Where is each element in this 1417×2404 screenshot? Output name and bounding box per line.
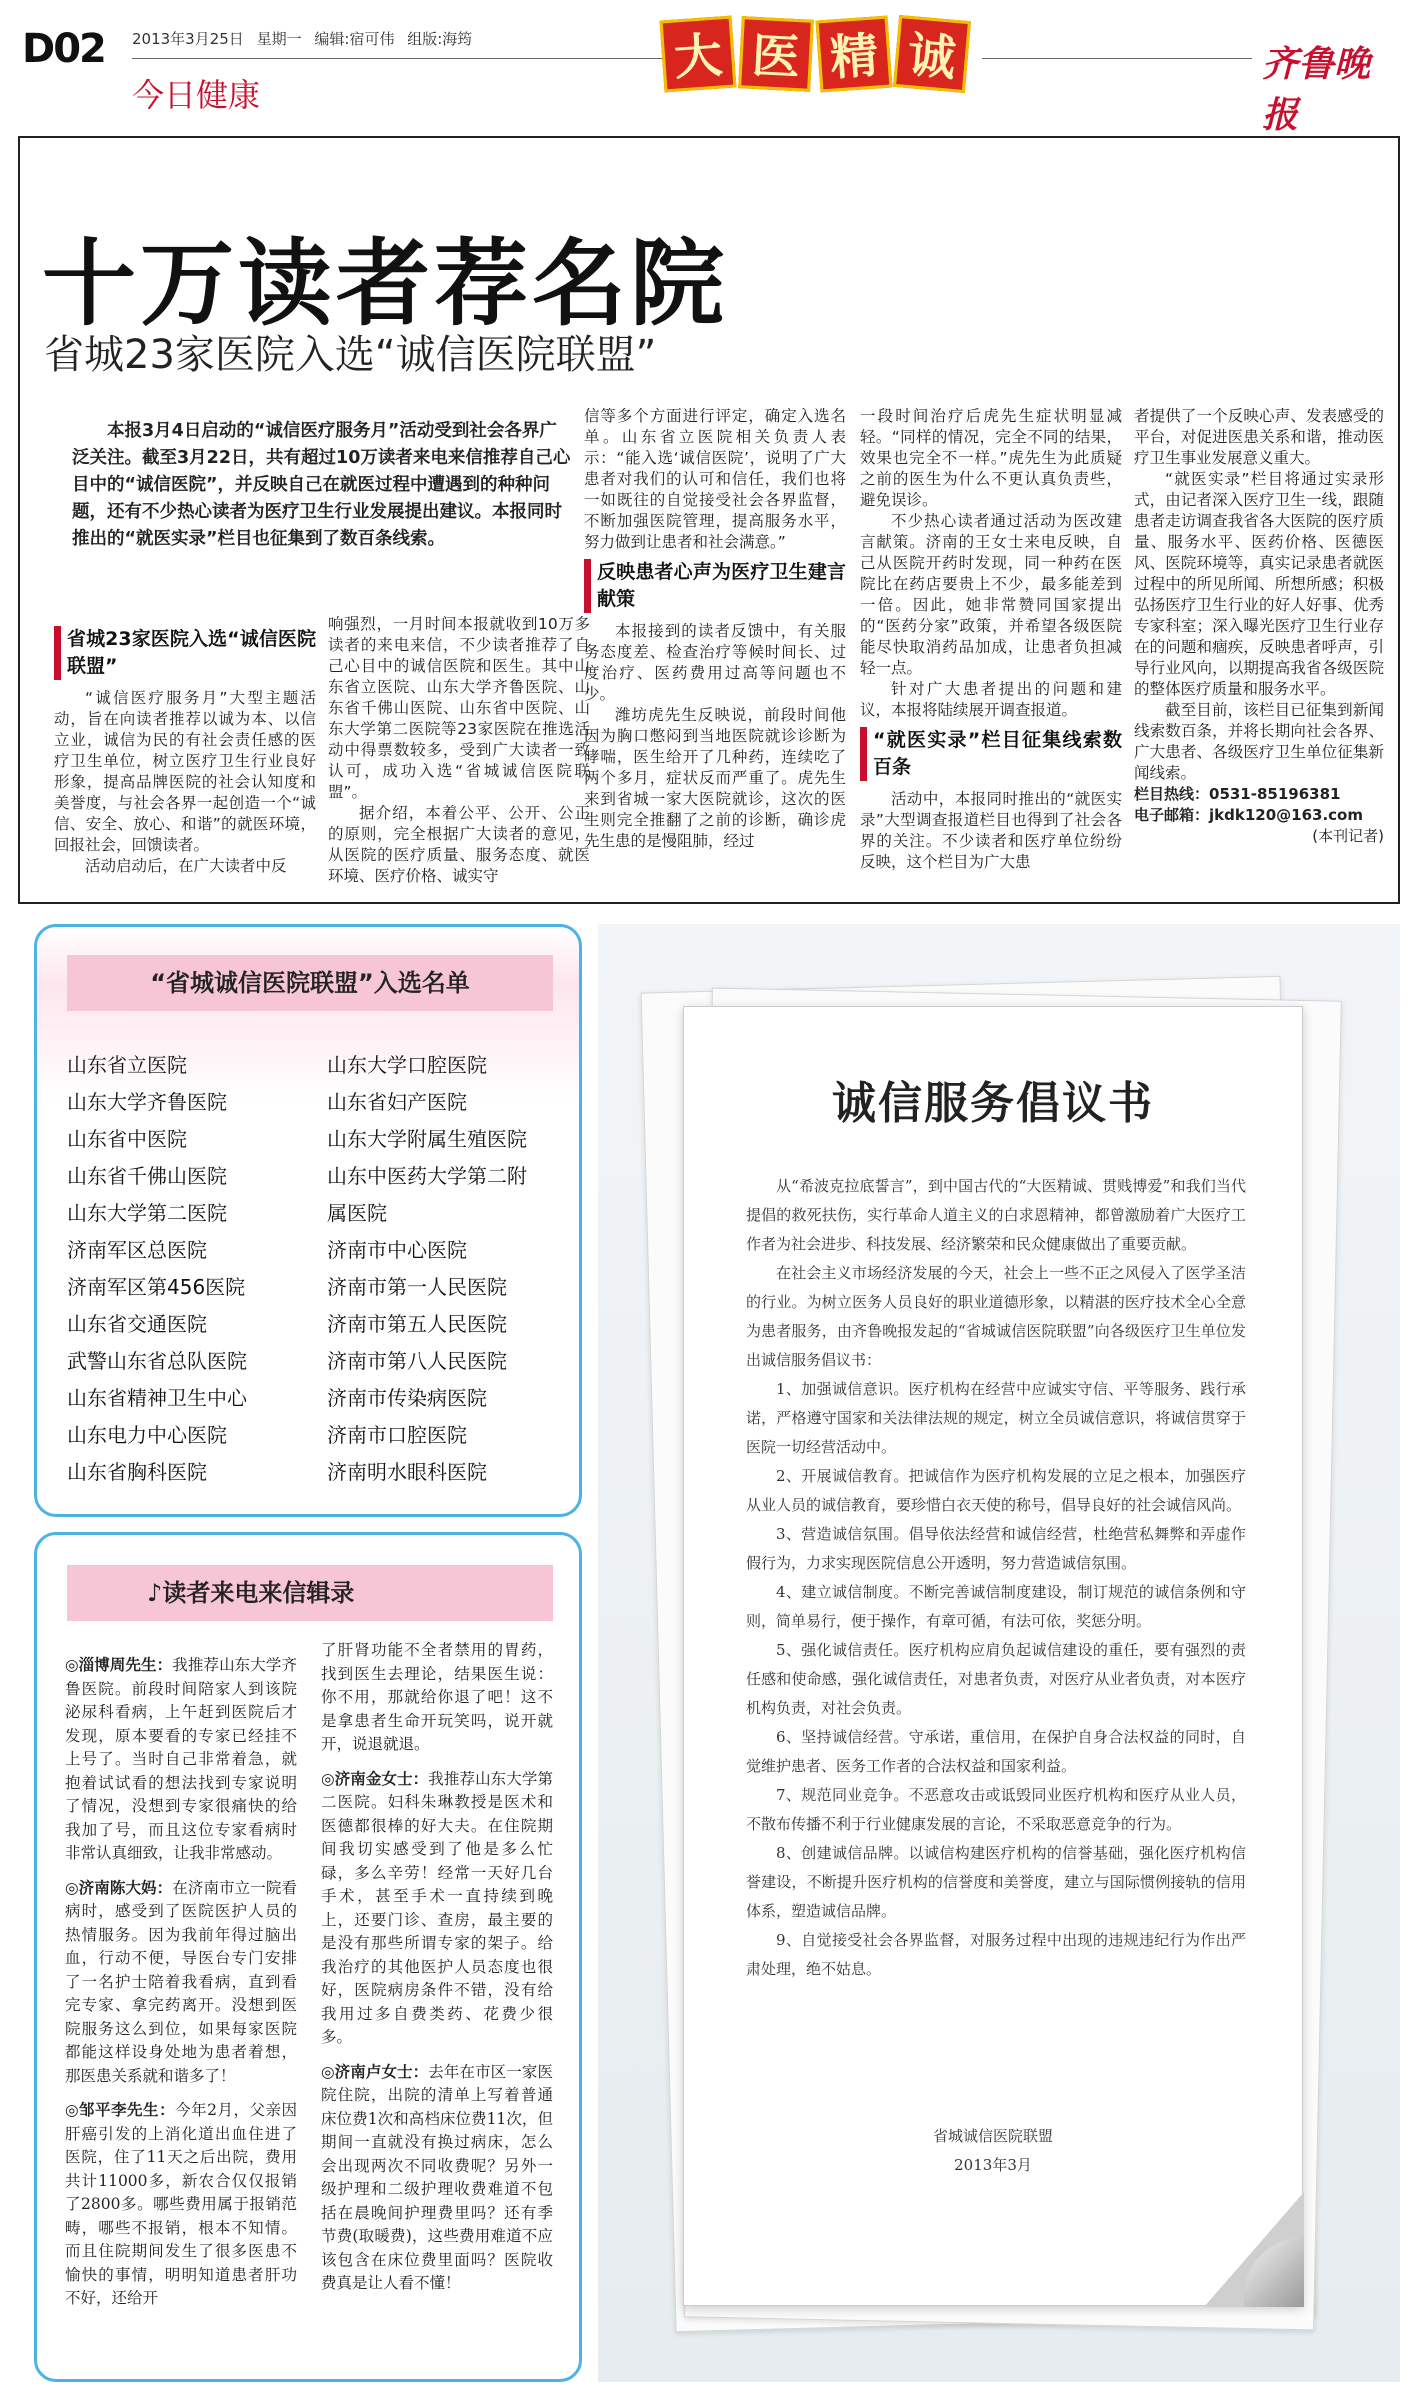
proposal-body xyxy=(746,1172,1246,1984)
proposal-area xyxy=(598,924,1400,2382)
proposal-paragraph: 从“希波克拉底誓言”，到中国古代的“大医精诚、贯贱博爱”和我们当代提倡的救死扶伤，实行革命人道主义的白求恩精神，都曾激励着广大医疗工作者为社会进步、科技发展、经济繁荣和民众健康做出了重要贡献。 xyxy=(746,1177,1246,1253)
paragraph: 据介绍，本着公平、公开、公正的原则，完全根据广大读者的意见，从医院的医疗质量、服务态度、就医环境、医疗价格、诚实守 xyxy=(328,804,590,885)
subtitle: 反映患者心声为医疗卫生建言献策 xyxy=(584,559,846,613)
banner-char: 医 xyxy=(738,16,814,92)
byline: (本刊记者) xyxy=(1312,827,1384,845)
proposal-signature-block xyxy=(684,2122,1302,2180)
banner-char: 精 xyxy=(816,16,893,93)
subtitle: “就医实录”栏目征集线索数百条 xyxy=(860,727,1122,781)
paragraph: 针对广大患者提出的问题和建议，本报将陆续展开调查报道。 xyxy=(860,680,1122,719)
reader-letters-title: ♪读者来电来信辑录 xyxy=(67,1565,553,1621)
hospital-list-left xyxy=(67,1047,247,1491)
lead-paragraph: 本报3月4日启动的“诚信医疗服务月”活动受到社会各界广泛关注。截至3月22日，共有超过10万读者来电来信推荐自己心目中的“诚信医院”，并反映自己在就医过程中遭遇到的种种问题，还有不少热心读者为医疗卫生行业发展提出建议。本报同时推出的“就医实录”栏目也征集到了数百条线索。 xyxy=(72,421,571,549)
paragraph: 本报接到的读者反馈中，有关服务态度差、检查治疗等候时间长、过度治疗、医药费用过高等问题也不少。 xyxy=(584,622,846,703)
hospital-item: 山东省交通医院 xyxy=(67,1312,207,1336)
page-code: D02 xyxy=(22,26,105,72)
main-article xyxy=(18,136,1400,904)
paragraph: “就医实录”栏目将通过实录形式，由记者深入医疗卫生一线，跟随患者走访调查我省各大医院的医疗质量、服务水平、医药价格、医德医风、医院环境等，真实记录患者就医过程中的所见所闻、所想所感；积极弘扬医疗卫生行业的好人好事、优秀专家科室；深入曝光医疗卫生行业存在的问题和痼疾，反映患者呼声，引导行业风向，以期提高我省各级医院的整体医疗质量和服务水平。 xyxy=(1134,470,1384,698)
proposal-signature: 省城诚信医院联盟 xyxy=(932,2127,1053,2145)
hospital-item: 武警山东省总队医院 xyxy=(67,1349,247,1373)
proposal-item: 1、加强诚信意识。医疗机构在经营中应诚实守信、平等服务、践行承诺，严格遵守国家和关法律法规的规定，树立全员诚信意识，将诚信贯穿于医院一切经营活动中。 xyxy=(746,1380,1246,1456)
article-column-2 xyxy=(328,614,590,887)
letters-column-right xyxy=(321,1639,553,2296)
hospital-item: 山东省立医院 xyxy=(67,1053,187,1077)
proposal-paper xyxy=(683,1006,1303,2306)
article-column-4 xyxy=(860,406,1122,873)
hospital-item: 济南明水眼科医院 xyxy=(327,1460,487,1484)
hospital-item: 山东大学齐鲁医院 xyxy=(67,1090,227,1114)
hospital-item: 济南市第一人民医院 xyxy=(327,1275,507,1299)
hospital-item: 山东大学第二医院 xyxy=(67,1201,227,1225)
letter-text: 我推荐山东大学齐鲁医院。前段时间陪家人到该院泌尿科看病，上午赶到医院后才发现，原本要看的专家已经挂不上号了。当时自己非常着急，就抱着试试看的想法找到专家说明了情况，没想到专家很痛快的给我加了号，而且这位专家看病时非常认真细致，让我非常感动。 xyxy=(65,1656,297,1862)
proposal-item: 7、规范同业竞争。不恶意攻击或诋毁同业医疗机构和医疗从业人员，不散布传播不利于行业健康发展的言论，不采取恶意竞争的行为。 xyxy=(746,1786,1246,1833)
proposal-date: 2013年3月 xyxy=(954,2156,1032,2174)
letter xyxy=(65,2098,297,2311)
proposal-paragraph: 在社会主义市场经济发展的今天，社会上一些不正之风侵入了医学圣洁的行业。为树立医务人员良好的职业道德形象，以精湛的医疗技术全心全意为患者服务，由齐鲁晚报发起的“省城诚信医院联盟”向各级医疗卫生单位发出诚信服务倡议书： xyxy=(746,1264,1246,1369)
letter-text: 去年在市区一家医院住院，出院的清单上写着普通床位费1次和高档床位费11次，但期间一直就没有换过病床，怎么会出现两次不同收费呢？另外一级护理和二级护理收费难道不包括在晨晚间护理费里吗？还有季节费(取暖费)，这些费用难道不应该包含在床位费里面吗？医院收费真是让人看不懂！ xyxy=(321,2062,553,2292)
letter xyxy=(65,1653,297,1866)
article-column-1 xyxy=(54,620,316,877)
letter xyxy=(65,1876,297,2089)
letter-author: ◎邹平李先生： xyxy=(65,2100,176,2119)
proposal-item: 9、自觉接受社会各界监督，对服务过程中出现的违规违纪行为作出严肃处理，绝不姑息。 xyxy=(746,1931,1246,1978)
subheadline: 省城23家医院入选“诚信医院联盟” xyxy=(44,332,657,378)
letter-author: ◎济南卢女士： xyxy=(321,2061,429,2081)
letter-author: ◎淄博周先生： xyxy=(65,1655,173,1674)
hospital-item: 济南市中心医院 xyxy=(327,1238,467,1262)
hotline: 栏目热线：0531-85196381 xyxy=(1134,785,1341,803)
proposal-title: 诚信服务倡议书 xyxy=(832,1078,1154,1129)
letter-author: ◎济南陈大妈： xyxy=(65,1877,173,1897)
layout-editor: 组版:海筠 xyxy=(407,30,473,48)
letter-text: 我推荐山东大学第二医院。妇科朱琳教授是医术和医德都很棒的好大夫。在住院期间我切实感受到了他是多么忙碌，多么辛劳！经常一天好几台手术，甚至手术一直持续到晚上，还要门诊、查房，最主要的是没有那些所谓专家的架子。给我治疗的其他医护人员态度也很好，医院病房条件不错，没有给我用过多自费类药、花费少很多。 xyxy=(321,1769,553,2046)
hospital-item: 济南军区总医院 xyxy=(67,1238,207,1262)
hospital-item: 山东省胸科医院 xyxy=(67,1460,207,1484)
article-column-3 xyxy=(584,406,846,852)
hospital-item: 山东省千佛山医院 xyxy=(67,1164,227,1188)
proposal-item: 5、强化诚信责任。医疗机构应肩负起诚信建设的重任，要有强烈的责任感和使命感，强化诚信责任，对患者负责，对医疗从业者负责，对本医疗机构负责，对社会负责。 xyxy=(746,1641,1246,1717)
hospital-item: 济南军区第456医院 xyxy=(67,1275,246,1299)
subtitle: 省城23家医院入选“诚信医院联盟” xyxy=(54,626,316,680)
hospital-item: 山东省妇产医院 xyxy=(327,1090,467,1114)
letter-text: 在济南市立一院看病时，感受到了医院医护人员的热情服务。因为我前年得过脑出血，行动不便，导医台专门安排了一名护士陪着我看病，直到看完专家、拿完药离开。没想到医院服务这么到位，如果每家医院都能这样设身处地为患者着想，那医患关系就和谐多了！ xyxy=(65,1878,297,2085)
header-divider xyxy=(982,58,1252,59)
paragraph: 活动中，本报同时推出的“就医实录”大型调查报道栏目也得到了社会各界的关注。不少读者和医疗单位纷纷反映，这个栏目为广大患 xyxy=(860,790,1122,871)
issue-date: 2013年3月25日 xyxy=(132,30,244,48)
hospital-item: 山东电力中心医院 xyxy=(67,1423,227,1447)
section-banner xyxy=(662,18,968,90)
reader-letters-box xyxy=(34,1532,582,2382)
letter xyxy=(321,1767,553,2050)
banner-char: 诚 xyxy=(893,15,971,93)
hospital-list-right xyxy=(327,1047,527,1491)
banner-char: 大 xyxy=(660,16,737,93)
proposal-item: 8、创建诚信品牌。以诚信构建医疗机构的信誉基础，强化医疗机构信誉建设，不断提升医疗机构的信誉度和美誉度，建立与国际惯例接轨的信用体系，塑造诚信品牌。 xyxy=(746,1844,1246,1920)
hospital-list-box xyxy=(34,924,582,1517)
header-divider xyxy=(132,58,692,59)
paragraph: 不少热心读者通过活动为医改建言献策。济南的王女士来电反映，自己从医院开药时发现，同一种药在医院比在药店要贵上不少，最多能差到一倍。因此，她非常赞同国家提出的“医药分家”政策，并希望各级医院能尽快取消药品加成，让患者负担减轻一点。 xyxy=(860,512,1122,677)
hospital-list-title: “省城诚信医院联盟”入选名单 xyxy=(67,955,553,1011)
hospital-item: 山东大学附属生殖医院 xyxy=(327,1127,527,1151)
header-meta xyxy=(132,28,472,49)
paragraph: 一段时间治疗后虎先生症状明显减轻。“同样的情况，完全不同的结果，效果也完全不一样。”虎先生为此质疑之前的医生为什么不更认真负责些，避免误诊。 xyxy=(860,407,1122,509)
article-column-5 xyxy=(1134,406,1384,847)
proposal-item: 4、建立诚信制度。不断完善诚信制度建设，制订规范的诚信条例和守则，简单易行，便于操作，有章可循，有法可依，奖惩分明。 xyxy=(746,1583,1246,1630)
letter-text: 了肝肾功能不全者禁用的胃药，找到医生去理论，结果医生说：你不用，那就给你退了吧！这不是拿患者生命开玩笑吗，说开就开，说退就退。 xyxy=(321,1641,553,1753)
hospital-item: 山东省中医院 xyxy=(67,1127,187,1151)
section-name: 今日健康 xyxy=(132,76,261,114)
proposal-item: 6、坚持诚信经营。守承诺，重信用，在保护自身合法权益的同时，自觉维护患者、医务工作者的合法权益和国家利益。 xyxy=(746,1728,1246,1775)
paragraph: 潍坊虎先生反映说，前段时间他因为胸口憋闷到当地医院就诊诊断为哮喘，医生给开了几种药，连续吃了两个多月，症状反而严重了。虎先生来到省城一家大医院就诊，这次的医生则完全推翻了之前的诊断，确诊虎先生患的是慢阻肺，经过 xyxy=(584,706,846,850)
letter xyxy=(321,2060,553,2296)
paragraph: 者提供了一个反映心声、发表感受的平台，对促进医患关系和谐，推动医疗卫生事业发展意义重大。 xyxy=(1134,407,1384,467)
weekday: 星期一 xyxy=(256,30,302,48)
letter-author: ◎济南金女士： xyxy=(321,1768,429,1788)
letters-column-left xyxy=(65,1653,297,2311)
editor: 编辑:宿可伟 xyxy=(314,30,395,48)
newspaper-logo: 齐鲁晚报 xyxy=(1262,43,1371,136)
hospital-item: 济南市第八人民医院 xyxy=(327,1349,507,1373)
email: 电子邮箱：jkdk120@163.com xyxy=(1134,806,1363,824)
hospital-item: 济南市口腔医院 xyxy=(327,1423,467,1447)
hospital-item: 山东省精神卫生中心 xyxy=(67,1386,247,1410)
letter-text: 今年2月，父亲因肝癌引发的上消化道出血住进了医院，住了11天之后出院，费用共计11000多，新农合仅仅报销了2800多。哪些费用属于报销范畴，哪些不报销，根本不知情。而且住院期间发生了很多医患不愉快的事情，明明知道患者肝功不好，还给开 xyxy=(65,2101,297,2307)
proposal-item: 2、开展诚信教育。把诚信作为医疗机构发展的立足之根本，加强医疗从业人员的诚信教育，要珍惜白衣天使的称号，倡导良好的社会诚信风尚。 xyxy=(746,1467,1246,1514)
hospital-item: 山东中医药大学第二附 xyxy=(327,1164,527,1188)
paragraph: 响强烈，一月时间本报就收到10万多读者的来电来信，不少读者推荐了自己心目中的诚信医院和医生。其中山东省立医院、山东大学齐鲁医院、山东省千佛山医院、山东省中医院、山东大学第二医院等23家医院在推选活动中得票数较多，受到广大读者一致认可，成功入选“省城诚信医院联盟”。 xyxy=(328,615,590,801)
paragraph: “诚信医疗服务月”大型主题活动，旨在向读者推荐以诚为本、以信立业，诚信为民的有社会责任感的医疗卫生单位，树立医疗卫生行业良好形象，提高品牌医院的社会认知度和美誉度，与社会各界一起创造一个“诚信、安全、放心、和谐”的就医环境，回报社会，回馈读者。 xyxy=(54,689,316,854)
paragraph: 信等多个方面进行评定，确定入选名单。山东省立医院相关负责人表示：“能入选‘诚信医院’，说明了广大患者对我们的认可和信任，我们也将一如既往的自觉接受社会各界监督，不断加强医院管理，提高服务水平，努力做到让患者和社会满意。” xyxy=(584,407,846,551)
headline: 十万读者荐名院 xyxy=(42,230,729,339)
hospital-item: 山东大学口腔医院 xyxy=(327,1053,487,1077)
proposal-item: 3、营造诚信氛围。倡导依法经营和诚信经营，杜绝营私舞弊和弄虚作假行为，力求实现医院信息公开透明，努力营造诚信氛围。 xyxy=(746,1525,1246,1572)
paragraph: 活动启动后，在广大读者中反 xyxy=(85,857,287,875)
page-header xyxy=(22,18,1397,136)
hospital-item: 济南市传染病医院 xyxy=(327,1386,487,1410)
paragraph: 截至目前，该栏目已征集到新闻线索数百条，并将长期向社会各界、广大患者、各级医疗卫生单位征集新闻线索。 xyxy=(1134,701,1384,782)
hospital-item: 属医院 xyxy=(327,1201,387,1225)
hospital-item: 济南市第五人民医院 xyxy=(327,1312,507,1336)
